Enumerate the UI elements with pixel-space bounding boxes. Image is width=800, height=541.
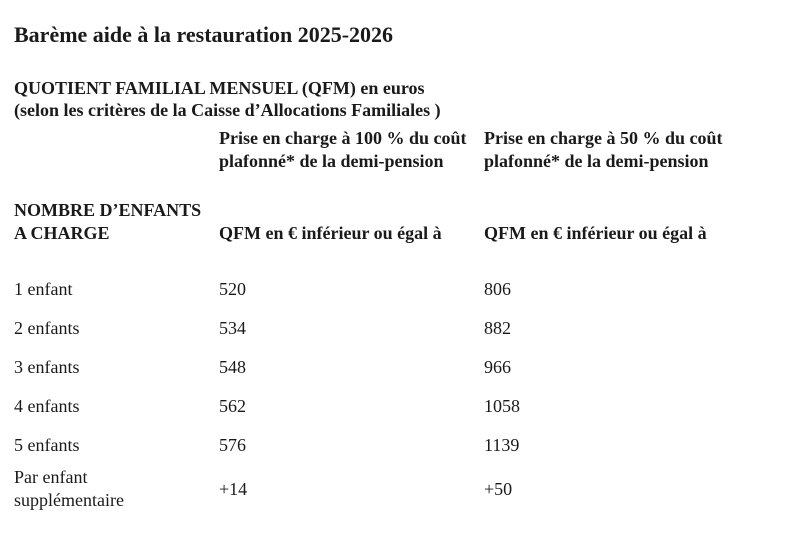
column-heading-50: Prise en charge à 50 % du coût plafonné* de la demi-pension [484, 128, 723, 171]
qfm-100-value: 520 [219, 279, 246, 299]
qfm-50-value: +50 [484, 479, 513, 499]
row-label: 2 enfants [14, 318, 80, 338]
table-row [0, 434, 800, 458]
qfm-heading-line1: QUOTIENT FAMILIAL MENSUEL (QFM) en euros [14, 78, 425, 98]
qfm-50-value: 1139 [484, 435, 520, 455]
qfm-100-value: 562 [219, 396, 246, 416]
qfm-50-value: 1058 [484, 396, 520, 416]
qfm-100-value: 548 [219, 357, 246, 377]
qfm-50-value: 806 [484, 279, 511, 299]
row-label: 1 enfant [14, 279, 73, 299]
row-label: 3 enfants [14, 357, 80, 377]
table-row [0, 356, 800, 380]
column-subheading-50: QFM en € inférieur ou égal à [484, 223, 707, 243]
column-subheading-100: QFM en € inférieur ou égal à [219, 223, 442, 243]
row-header-children: NOMBRE D’ENFANTS A CHARGE [14, 200, 202, 243]
table-row [0, 278, 800, 302]
qfm-50-value: 882 [484, 318, 511, 338]
qfm-100-value: 534 [219, 318, 246, 338]
qfm-heading-line2: (selon les critères de la Caisse d’Allocations Familiales ) [14, 100, 441, 120]
row-label: 4 enfants [14, 396, 80, 416]
column-heading-100: Prise en charge à 100 % du coût plafonné* de la demi-pension [219, 128, 467, 171]
row-label: Par enfant supplémentaire [14, 467, 124, 510]
qfm-100-value: +14 [219, 479, 248, 499]
row-label: 5 enfants [14, 435, 80, 455]
table-row [0, 467, 800, 510]
qfm-50-value: 966 [484, 357, 511, 377]
table-row [0, 395, 800, 419]
qfm-heading [14, 77, 441, 121]
table-row [0, 317, 800, 341]
page-title: Barème aide à la restauration 2025-2026 [14, 22, 394, 47]
qfm-100-value: 576 [219, 435, 246, 455]
